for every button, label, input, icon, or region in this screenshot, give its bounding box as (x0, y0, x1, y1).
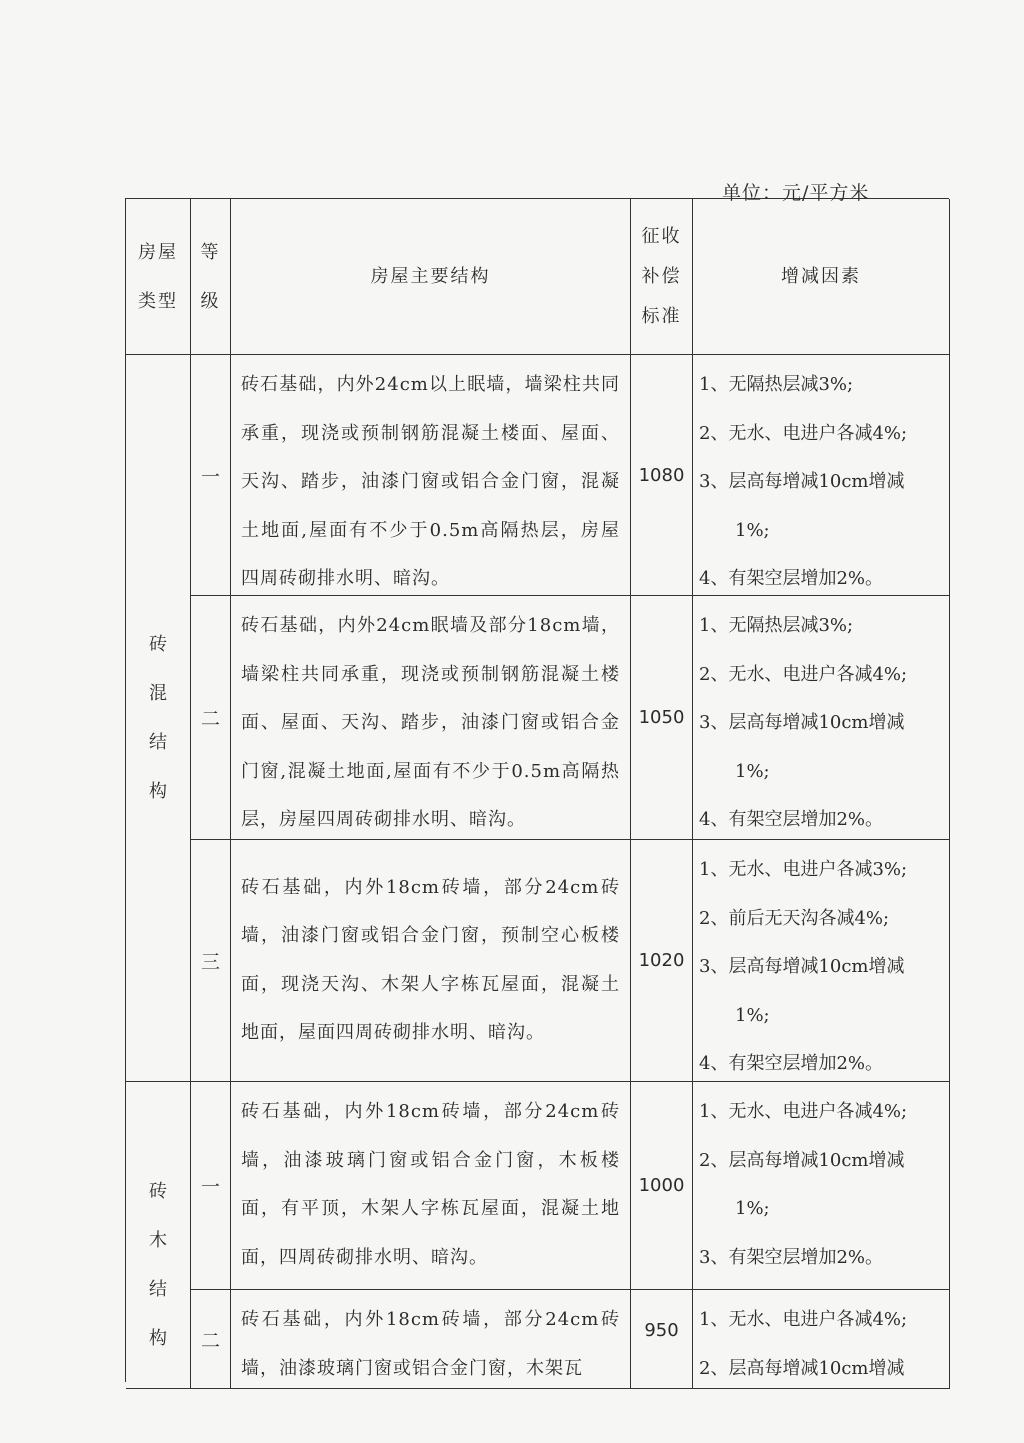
row-factors (693, 596, 950, 840)
header-factors-label: 增减因素 (781, 265, 861, 287)
factor-item: 2、无水、电进户各减4%; (699, 422, 908, 444)
group-brick-concrete (126, 355, 191, 1082)
header-house-type (126, 199, 191, 355)
header-standard-line: 补偿 (641, 265, 682, 287)
factor-item: 1、无水、电进户各减4%; (699, 1309, 908, 1330)
group-name-char: 构 (149, 781, 167, 802)
factor-item: 1、无隔热层减3%; (699, 374, 854, 395)
row-price: 1000 (631, 1082, 693, 1290)
header-standard (631, 199, 693, 355)
factor-item: 3、层高每增减10cm增减 (699, 956, 905, 977)
factor-item: 3、有架空层增加2%。 (699, 1246, 884, 1268)
header-grade-line: 级 (200, 290, 221, 312)
row-structure-text: 砖石基础，内外18cm砖墙，部分24cm砖墙，油漆门窗或铝合金门窗，预制空心板楼面，现浇天沟、木架人字栋瓦屋面，混凝土地面，屋面四周砖砌排水明、暗沟。 (241, 876, 620, 1043)
factor-item: 1%; (735, 1004, 770, 1026)
unit-label: 单位：元/平方米 (722, 182, 870, 204)
row-grade: 一 (191, 1082, 231, 1290)
factor-item: 1%; (735, 760, 770, 782)
group-name-char: 结 (149, 732, 167, 753)
group-brick-wood (126, 1082, 191, 1389)
row-price: 1050 (631, 596, 693, 840)
compensation-table (125, 198, 949, 1382)
header-standard-line: 征收 (641, 225, 682, 247)
factor-item: 4、有架空层增加2%。 (699, 568, 884, 589)
factor-item: 2、层高每增减10cm增减 (699, 1149, 905, 1171)
row-factors (693, 1290, 950, 1389)
factor-item: 2、层高每增减10cm增减 (699, 1357, 905, 1379)
header-structure-label: 房屋主要结构 (370, 265, 491, 287)
group-name-char: 构 (149, 1328, 167, 1349)
header-grade-line: 等 (200, 241, 221, 263)
factor-item: 3、层高每增减10cm增减 (699, 471, 905, 492)
group-name-char: 砖 (149, 634, 167, 655)
row-grade: 二 (191, 1290, 231, 1389)
factor-item: 2、前后无天沟各减4%; (699, 907, 890, 929)
factor-item: 1、无水、电进户各减4%; (699, 1101, 908, 1122)
factor-item: 4、有架空层增加2%。 (699, 1053, 884, 1074)
factor-item: 1、无水、电进户各减3%; (699, 859, 908, 880)
header-standard-line: 标准 (641, 305, 682, 327)
factor-item: 1%; (735, 519, 770, 541)
row-structure: 砖石基础，内外18cm砖墙，部分24cm砖墙，油漆玻璃门窗或铝合金门窗，木架瓦 (231, 1290, 631, 1389)
row-price: 950 (631, 1290, 693, 1389)
row-grade: 一 (191, 355, 231, 596)
header-factors (693, 199, 950, 355)
row-price: 1020 (631, 840, 693, 1082)
row-grade: 三 (191, 840, 231, 1082)
header-house-type-line: 房屋 (138, 241, 178, 263)
row-factors (693, 840, 950, 1082)
row-structure: 砖石基础，内外24cm眠墙及部分18cm墙，墙梁柱共同承重，现浇或预制钢筋混凝土楼面、屋面、天沟、踏步，油漆门窗或铝合金门窗,混凝土地面,屋面有不少于0.5m高隔热层，房屋四周砖砌排水明、暗沟。 (231, 596, 631, 840)
row-price: 1080 (631, 355, 693, 596)
row-structure: 砖石基础，内外18cm砖墙，部分24cm砖墙，油漆玻璃门窗或铝合金门窗，木板楼面，有平顶，木架人字栋瓦屋面，混凝土地面，四周砖砌排水明、暗沟。 (231, 1082, 631, 1290)
row-factors (693, 355, 950, 596)
header-house-type-line: 类型 (138, 290, 178, 312)
row-grade: 二 (191, 596, 231, 840)
header-grade (191, 199, 231, 355)
factor-item: 1、无隔热层减3%; (699, 615, 854, 636)
group-name-char: 结 (149, 1279, 167, 1300)
factor-item: 2、无水、电进户各减4%; (699, 663, 908, 685)
row-structure: 砖石基础，内外24cm以上眠墙，墙梁柱共同承重，现浇或预制钢筋混凝土楼面、屋面、天沟、踏步，油漆门窗或铝合金门窗，混凝土地面,屋面有不少于0.5m高隔热层，房屋四周砖砌排水明、暗沟。 (231, 355, 631, 596)
group-name-char: 混 (149, 683, 167, 704)
factor-item: 4、有架空层增加2%。 (699, 809, 884, 830)
factor-item: 1%; (735, 1198, 770, 1219)
factor-item: 3、层高每增减10cm增减 (699, 712, 905, 733)
group-name-char: 砖 (149, 1181, 167, 1202)
row-structure (231, 840, 631, 1082)
group-name-char: 木 (149, 1230, 167, 1251)
row-factors (693, 1082, 950, 1290)
header-structure (231, 199, 631, 355)
